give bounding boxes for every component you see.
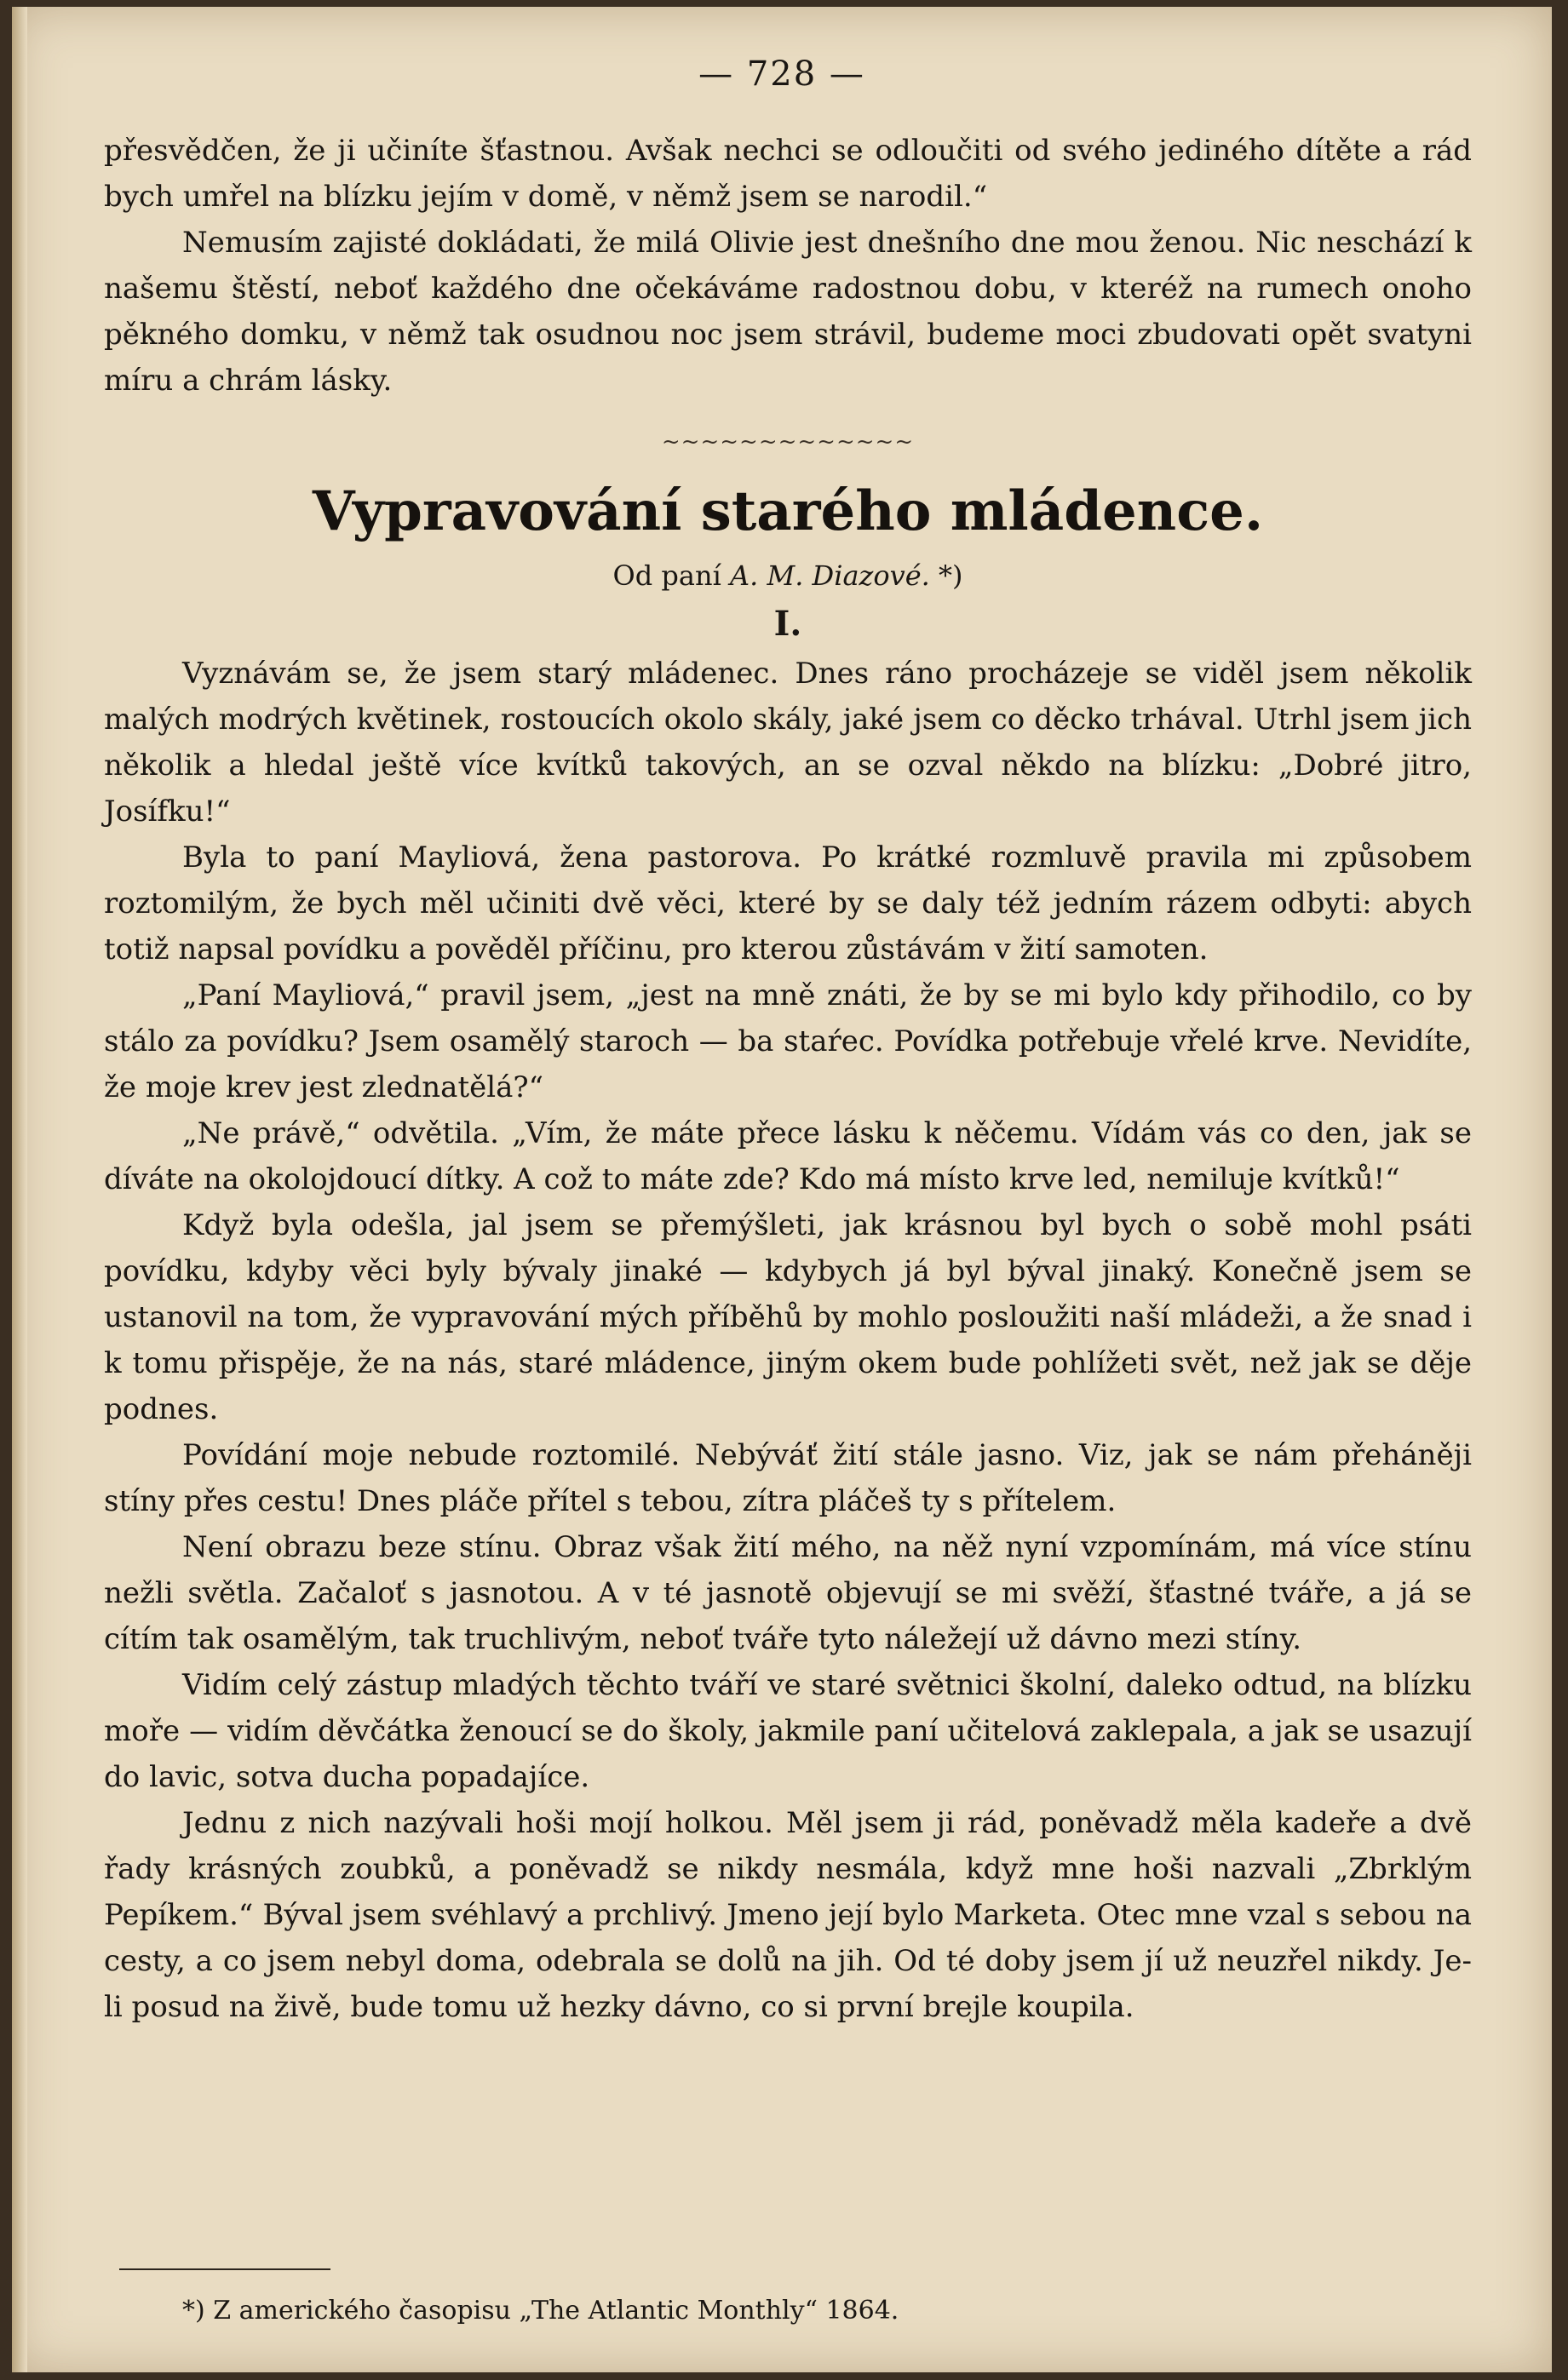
section-number: I. (773, 604, 802, 644)
intro-paragraph-1: přesvědčen, že ji učiníte šťastnou. Avšak nechci se odloučiti od svého jediného dítěte a rád bych umřel na blízku jejím v domě, v němž jsem se narodil.“ (104, 134, 1472, 214)
body-paragraph: Když byla odešla, jal jsem se přemýšleti, jak krásnou byl bych o sobě mohl psáti povídku, kdyby věci byly bývaly jinaké — kdybych já byl býval jinaký. Konečně jsem se ustanovil na tom, že vypravování mých příběhů by mohlo posloužiti naší mládeži, a že snad i k tomu přispěje, že na nás, staré mládence, jiným okem bude pohlížeti svět, než jak se děje podnes. (104, 1208, 1472, 1426)
story-title: Vypravování starého mládence. (312, 479, 1264, 543)
text-column (104, 128, 1472, 2030)
body-paragraph: „Paní Mayliová,“ pravil jsem, „jest na mně znáti, že by se mi bylo kdy přihodilo, co by stálo za povídku? Jsem osamělý staroch — ba staŕec. Povídka potřebuje vřelé krve. Nevidíte, že moje krev jest zlednatělá?“ (104, 978, 1472, 1104)
footnote-marker: *) (939, 559, 963, 592)
footnote-rule (119, 2268, 330, 2270)
body-paragraph: Vyznávám se, že jsem starý mládenec. Dnes ráno procházeje se viděl jsem několik malých modrých květinek, rostoucích okolo skály, jaké jsem co děcko trhával. Utrhl jsem jich několik a hledal ještě více kvítků takových, an se ozval někdo na blízku: „Dobré jitro, Josífku!“ (104, 657, 1472, 829)
byline-prefix: Od paní (612, 559, 721, 592)
body-paragraph: Povídání moje nebude roztomilé. Nebýváť žití stále jasno. Viz, jak se nám přeháněji stíny přes cestu! Dnes pláče přítel s tebou, zítra pláčeš ty s přítelem. (104, 1438, 1472, 1518)
body-paragraph: Není obrazu beze stínu. Obraz však žití mého, na něž nyní vzpomínám, má více stínu nežli světla. Začaloť s jasnotou. A v té jasnotě objevují se mi svěží, šťastné tváře, a já se cítím tak osamělým, tak truchlivým, neboť tváře tyto náležejí už dávno mezi stíny. (104, 1530, 1472, 1656)
page-binding-edge (12, 7, 27, 2372)
page-number: — 728 — (698, 54, 865, 94)
body-paragraph: Byla to paní Mayliová, žena pastorova. Po krátké rozmluvě pravila mi způsobem roztomilým, že bych měl učiniti dvě věci, které by se daly též jedním rázem odbyti: abych totiž napsal povídku a pověděl příčinu, pro kterou zůstávám v žití samoten. (104, 840, 1472, 966)
section-ornament: ~~~~~~~~~~~~~ (661, 429, 915, 455)
body-paragraph: „Ne právě,“ odvětila. „Vím, že máte přece lásku k něčemu. Vídám vás co den, jak se díváte na okolojdoucí dítky. A což to máte zde? Kdo má místo krve led, nemiluje kvítků!“ (104, 1116, 1472, 1196)
footnote: *) Z amerického časopisu „The Atlantic Monthly“ 1864. (182, 2296, 899, 2326)
byline (104, 553, 1472, 598)
body-paragraph: Jednu z nich nazývali hoši mojí holkou. Měl jsem ji rád, poněvadž měla kadeře a dvě řady krásných zoubků, a poněvadž se nikdy nesmála, když mne hoši nazvali „Zbrklým Pepíkem.“ Býval jsem svéhlavý a prchlivý. Jmeno její bylo Marketa. Otec mne vzal s sebou na cesty, a co jsem nebyl doma, odebrala se dolů na jih. Od té doby jsem jí už neuzřel nikdy. Je-li posud na živě, bude tomu už hezky dávno, co si první brejle koupila. (104, 1806, 1472, 2024)
book-page (12, 7, 1552, 2372)
byline-author: A. M. Diazové. (729, 559, 930, 592)
intro-paragraph-2: Nemusím zajisté dokládati, že milá Olivie jest dnešního dne mou ženou. Nic neschází k našemu štěstí, neboť každého dne očekáváme radostnou dobu, v kteréž na rumech onoho pěkného domku, v němž tak osudnou noc jsem strávil, budeme moci zbudovati opět svatyni míru a chrám lásky. (104, 226, 1472, 398)
body-paragraph: Vidím celý zástup mladých těchto tváří ve staré světnici školní, daleko odtud, na blízku moře — vidím děvčátka ženoucí se do školy, jakmile paní učitelová zaklepala, a jak se usazují do lavic, sotva ducha popadajíce. (104, 1668, 1472, 1794)
